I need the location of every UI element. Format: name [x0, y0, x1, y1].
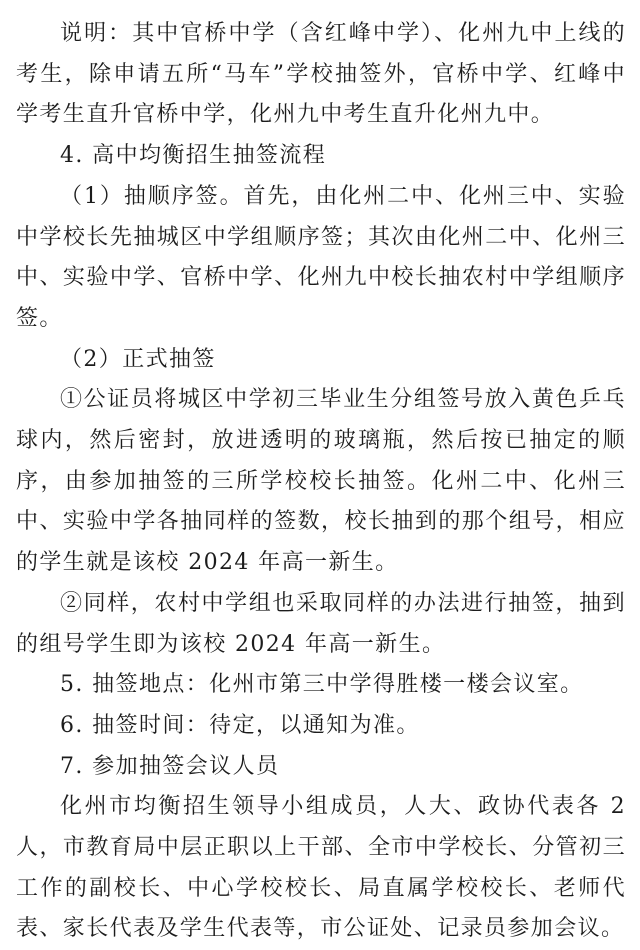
- step-2-heading: （2）正式抽签: [60, 346, 216, 372]
- document-page: [16, 14, 626, 950]
- section-7-body-paragraph: 化州市均衡招生领导小组成员，人大、政协代表各 2 人，市教育局中层正职以上干部、全市中学校长、分管初三工作的副校长、中心学校校长、局直属学校校长、老师代表、家长代表及学生代表等，市公证处、记录员参加会议。: [16, 794, 626, 942]
- step-2-item-1-paragraph: ①公证员将城区中学初三毕业生分组签号放入黄色乒乓球内，然后密封，放进透明的玻璃瓶，然后按已抽定的顺序，由参加抽签的三所学校校长抽签。化州二中、化州三中、实验中学各抽同样的签数，校长抽到的那个组号，相应的学生就是该校 2024 年高一新生。: [16, 387, 626, 576]
- section-5-paragraph: 5. 抽签地点：化州市第三中学得胜楼一楼会议室。: [60, 672, 584, 698]
- section-7-heading: 7. 参加抽签会议人员: [60, 753, 280, 779]
- note-paragraph: 说明：其中官桥中学（含红峰中学）、化州九中上线的考生，除申请五所“马车”学校抽签外，官桥中学、红峰中学考生直升官桥中学，化州九中考生直升化州九中。: [16, 21, 626, 128]
- step-1-paragraph: （1）抽顺序签。首先，由化州二中、化州三中、实验中学校长先抽城区中学组顺序签；其次由化州二中、化州三中、实验中学、官桥中学、化州九中校长抽农村中学组顺序签。: [16, 183, 626, 331]
- step-2-item-2-paragraph: ②同样，农村中学组也采取同样的办法进行抽签，抽到的组号学生即为该校 2024 年高一新生。: [16, 590, 626, 657]
- section-4-heading: 4. 高中均衡招生抽签流程: [60, 143, 327, 169]
- section-6-paragraph: 6. 抽签时间：待定，以通知为准。: [60, 712, 420, 738]
